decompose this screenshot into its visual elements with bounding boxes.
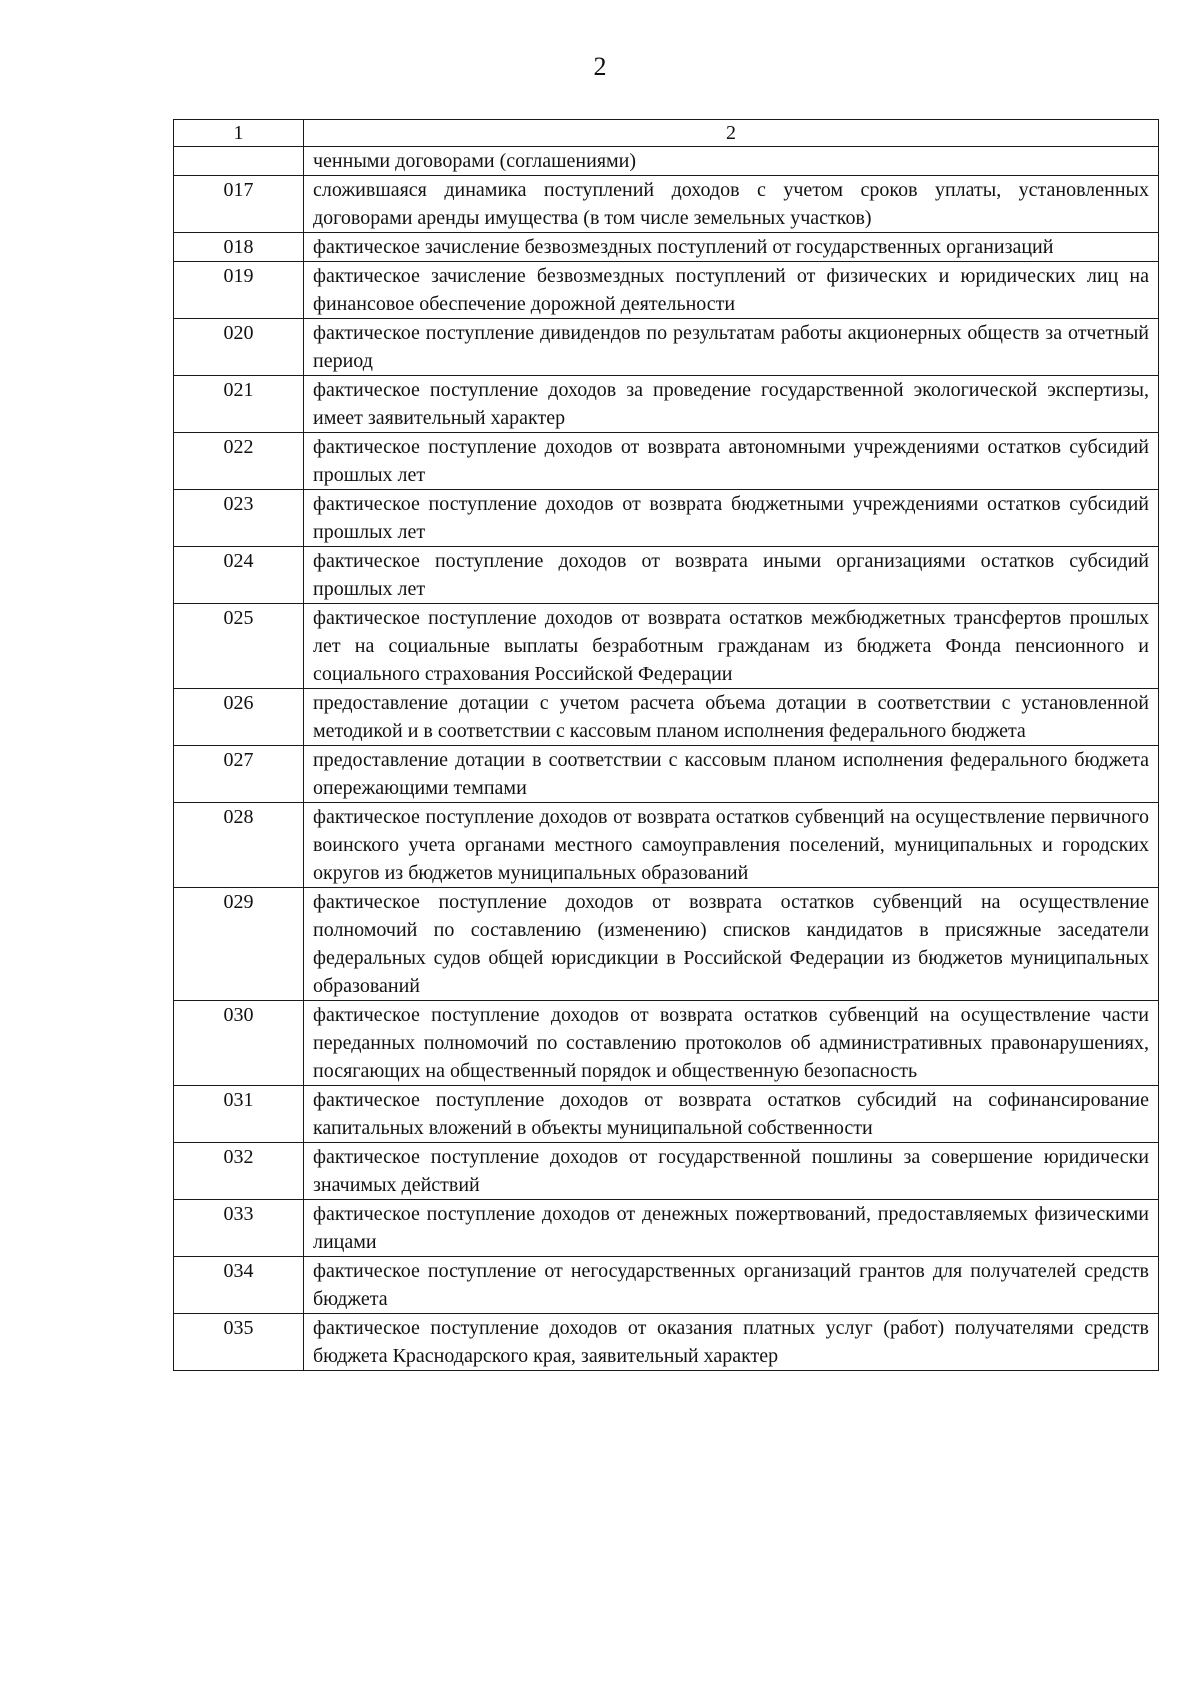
table-row xyxy=(174,376,1159,433)
row-code: 027 xyxy=(174,746,304,803)
row-description: фактическое поступление доходов от государственной пошлины за совершение юридически значимых действий xyxy=(304,1143,1159,1200)
table-row xyxy=(174,1001,1159,1086)
row-code: 026 xyxy=(174,689,304,746)
row-description: фактическое поступление доходов от возврата бюджетными учреждениями остатков субсидий прошлых лет xyxy=(304,490,1159,547)
row-description: сложившаяся динамика поступлений доходов с учетом сроков уплаты, установленных договорами аренды имущества (в том числе земельных участков) xyxy=(304,176,1159,233)
row-code: 031 xyxy=(174,1086,304,1143)
table-row xyxy=(174,1200,1159,1257)
row-description: фактическое поступление доходов от оказания платных услуг (работ) получателями средств бюджета Краснодарского края, заявительный характер xyxy=(304,1314,1159,1371)
row-code: 024 xyxy=(174,547,304,604)
table-row xyxy=(174,319,1159,376)
row-description: предоставление дотации в соответствии с кассовым планом исполнения федерального бюджета опережающими темпами xyxy=(304,746,1159,803)
row-description: фактическое поступление доходов за проведение государственной экологической экспертизы, имеет заявительный характер xyxy=(304,376,1159,433)
column-header-2: 2 xyxy=(304,120,1159,147)
table-row xyxy=(174,888,1159,1001)
row-description: предоставление дотации с учетом расчета объема дотации в соответствии с установленной методикой и в соответствии с кассовым планом исполнения федерального бюджета xyxy=(304,689,1159,746)
table-row xyxy=(174,1257,1159,1314)
table-row xyxy=(174,176,1159,233)
table-row xyxy=(174,490,1159,547)
row-code: 034 xyxy=(174,1257,304,1314)
column-header-1: 1 xyxy=(174,120,304,147)
row-description: фактическое поступление дивидендов по результатам работы акционерных обществ за отчетный период xyxy=(304,319,1159,376)
row-code: 022 xyxy=(174,433,304,490)
row-code: 030 xyxy=(174,1001,304,1086)
row-code: 029 xyxy=(174,888,304,1001)
row-code: 028 xyxy=(174,803,304,888)
table-row xyxy=(174,689,1159,746)
table-body xyxy=(174,147,1159,1371)
row-description: фактическое поступление доходов от возврата остатков субвенций на осуществление части переданных полномочий по составлению протоколов об административных правонарушениях, посягающих на общественный порядок и общественную безопасность xyxy=(304,1001,1159,1086)
table-row xyxy=(174,1143,1159,1200)
row-code: 032 xyxy=(174,1143,304,1200)
table-row xyxy=(174,746,1159,803)
row-code: 033 xyxy=(174,1200,304,1257)
table-row xyxy=(174,604,1159,689)
row-code: 018 xyxy=(174,233,304,262)
table-row xyxy=(174,803,1159,888)
row-code: 020 xyxy=(174,319,304,376)
row-description: ченными договорами (соглашениями) xyxy=(304,147,1159,176)
table-row xyxy=(174,147,1159,176)
row-code xyxy=(174,147,304,176)
row-description: фактическое зачисление безвозмездных поступлений от физических и юридических лиц на финансовое обеспечение дорожной деятельности xyxy=(304,262,1159,319)
row-description: фактическое поступление от негосударственных организаций грантов для получателей средств бюджета xyxy=(304,1257,1159,1314)
row-description: фактическое зачисление безвозмездных поступлений от государственных организаций xyxy=(304,233,1159,262)
row-description: фактическое поступление доходов от возврата иными организациями остатков субсидий прошлых лет xyxy=(304,547,1159,604)
row-code: 023 xyxy=(174,490,304,547)
row-code: 025 xyxy=(174,604,304,689)
table-row xyxy=(174,433,1159,490)
table-row xyxy=(174,1314,1159,1371)
row-code: 021 xyxy=(174,376,304,433)
row-code: 019 xyxy=(174,262,304,319)
codes-table xyxy=(173,119,1159,1371)
row-description: фактическое поступление доходов от возврата остатков субсидий на софинансирование капитальных вложений в объекты муниципальной собственности xyxy=(304,1086,1159,1143)
table-row xyxy=(174,233,1159,262)
row-code: 035 xyxy=(174,1314,304,1371)
table-header-row xyxy=(174,120,1159,147)
page-number: 2 xyxy=(593,52,607,81)
row-description: фактическое поступление доходов от возврата автономными учреждениями остатков субсидий прошлых лет xyxy=(304,433,1159,490)
table-row xyxy=(174,1086,1159,1143)
row-code: 017 xyxy=(174,176,304,233)
table-row xyxy=(174,547,1159,604)
row-description: фактическое поступление доходов от возврата остатков субвенций на осуществление первичного воинского учета органами местного самоуправления поселений, муниципальных и городских округов из бюджетов муниципальных образований xyxy=(304,803,1159,888)
table-row xyxy=(174,262,1159,319)
row-description: фактическое поступление доходов от возврата остатков межбюджетных трансфертов прошлых лет на социальные выплаты безработным гражданам из бюджета Фонда пенсионного и социального страхования Российской Федерации xyxy=(304,604,1159,689)
row-description: фактическое поступление доходов от денежных пожертвований, предоставляемых физическими лицами xyxy=(304,1200,1159,1257)
row-description: фактическое поступление доходов от возврата остатков субвенций на осуществление полномочий по составлению (изменению) списков кандидатов в присяжные заседатели федеральных судов общей юрисдикции в Российской Федерации из бюджетов муниципальных образований xyxy=(304,888,1159,1001)
